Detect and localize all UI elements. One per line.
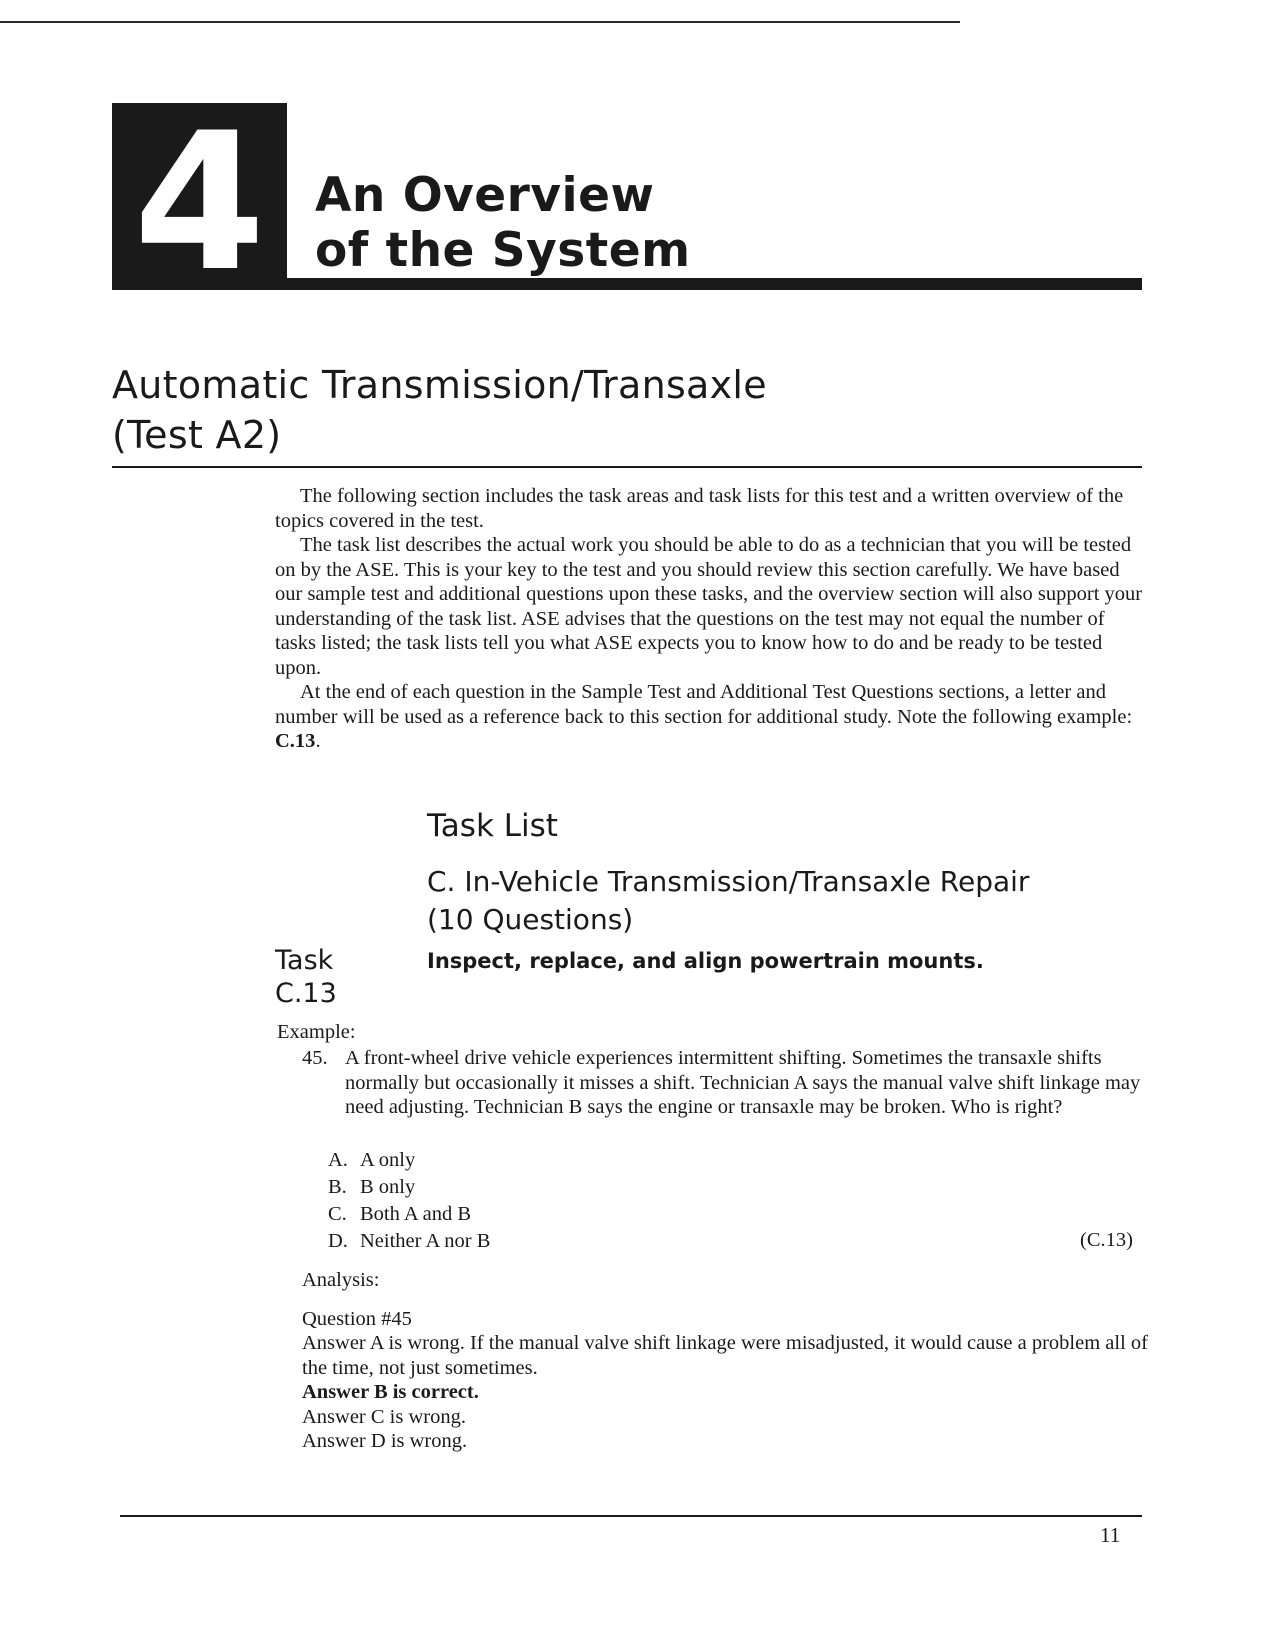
intro-paragraph-3 <box>275 680 1145 754</box>
task-area-title <box>427 863 1147 939</box>
section-title-line2: (Test A2) <box>112 413 282 457</box>
intro-example-ref: C.13 <box>275 730 316 752</box>
analysis-label: Analysis: <box>302 1269 380 1291</box>
page-number: 11 <box>1100 1523 1121 1547</box>
analysis-answer-c: Answer C is wrong. <box>302 1405 466 1428</box>
intro-text <box>275 484 1145 754</box>
task-description: Inspect, replace, and align powertrain mounts. <box>427 949 984 973</box>
task-list-title: Task List <box>427 808 558 844</box>
example-label: Example: <box>277 1021 356 1043</box>
intro-paragraph-2: The task list describes the actual work you should be able to do as a technician that you will be tested on by the ASE. This is your key to the test and you should review this section carefully. We have based our sample test and additional questions upon these tasks, and the overview section will also support your understanding of the task list. ASE advises that the questions on the test may not equal the number of tasks listed; the task lists tell you what ASE expects you to know how to do and be ready to be tested upon. <box>275 534 1143 679</box>
choice-c <box>328 1201 490 1228</box>
choice-letter: C. <box>328 1203 347 1225</box>
analysis-question: Question #45 <box>302 1307 412 1330</box>
top-rule <box>0 21 960 23</box>
chapter-number: 4 <box>133 92 266 313</box>
choice-b <box>328 1174 490 1201</box>
section-title-line1: Automatic Transmission/Transaxle <box>112 363 767 407</box>
question-number: 45. <box>302 1047 328 1069</box>
task-area-line2: (10 Questions) <box>427 903 634 936</box>
chapter-title <box>315 168 691 278</box>
choice-text: Neither A nor B <box>360 1230 491 1252</box>
analysis-answer-d: Answer D is wrong. <box>302 1430 468 1452</box>
intro-paragraph-3-text: At the end of each question in the Sample Test and Additional Test Questions sections, a letter and number will be used as a reference back to this section for additional study. Note the following example: <box>275 681 1133 728</box>
answer-choices <box>328 1147 490 1255</box>
choice-text: B only <box>360 1176 416 1198</box>
chapter-title-line1: An Overview <box>315 168 655 223</box>
task-label-line1: Task <box>275 945 334 976</box>
choice-d <box>328 1228 490 1255</box>
task-label-line2: C.13 <box>275 978 337 1009</box>
intro-paragraph-1: The following section includes the task areas and task lists for this test and a written overview of the topics covered in the test. <box>275 485 1124 532</box>
choice-a <box>328 1147 490 1174</box>
section-divider <box>112 466 1142 468</box>
task-label <box>275 944 415 1010</box>
analysis-block <box>302 1268 1152 1454</box>
task-reference: (C.13) <box>1080 1229 1133 1251</box>
footer-rule <box>120 1515 1142 1517</box>
choice-text: A only <box>360 1149 416 1171</box>
choice-letter: A. <box>328 1149 348 1171</box>
question-text: A front-wheel drive vehicle experiences intermittent shifting. Sometimes the transaxle shifts normally but occasionally it misses a shift. Technician A says the manual valve shift linkage may need adjusting. Technician B says the engine or transaxle may be broken. Who is right? <box>345 1047 1141 1118</box>
task-area-line1: C. In-Vehicle Transmission/Transaxle Repair <box>427 865 1030 898</box>
analysis-answer-a: Answer A is wrong. If the manual valve shift linkage were misadjusted, it would cause a problem all of the time, not just sometimes. <box>302 1332 1148 1379</box>
choice-letter: D. <box>328 1230 348 1252</box>
chapter-underline-bar <box>287 278 1142 290</box>
choice-letter: B. <box>328 1176 347 1198</box>
choice-text: Both A and B <box>360 1203 472 1225</box>
analysis-answer-b: Answer B is correct. <box>302 1381 479 1403</box>
chapter-title-line2: of the System <box>315 223 691 278</box>
intro-paragraph-3-end: . <box>315 730 321 752</box>
section-title <box>112 360 1142 460</box>
